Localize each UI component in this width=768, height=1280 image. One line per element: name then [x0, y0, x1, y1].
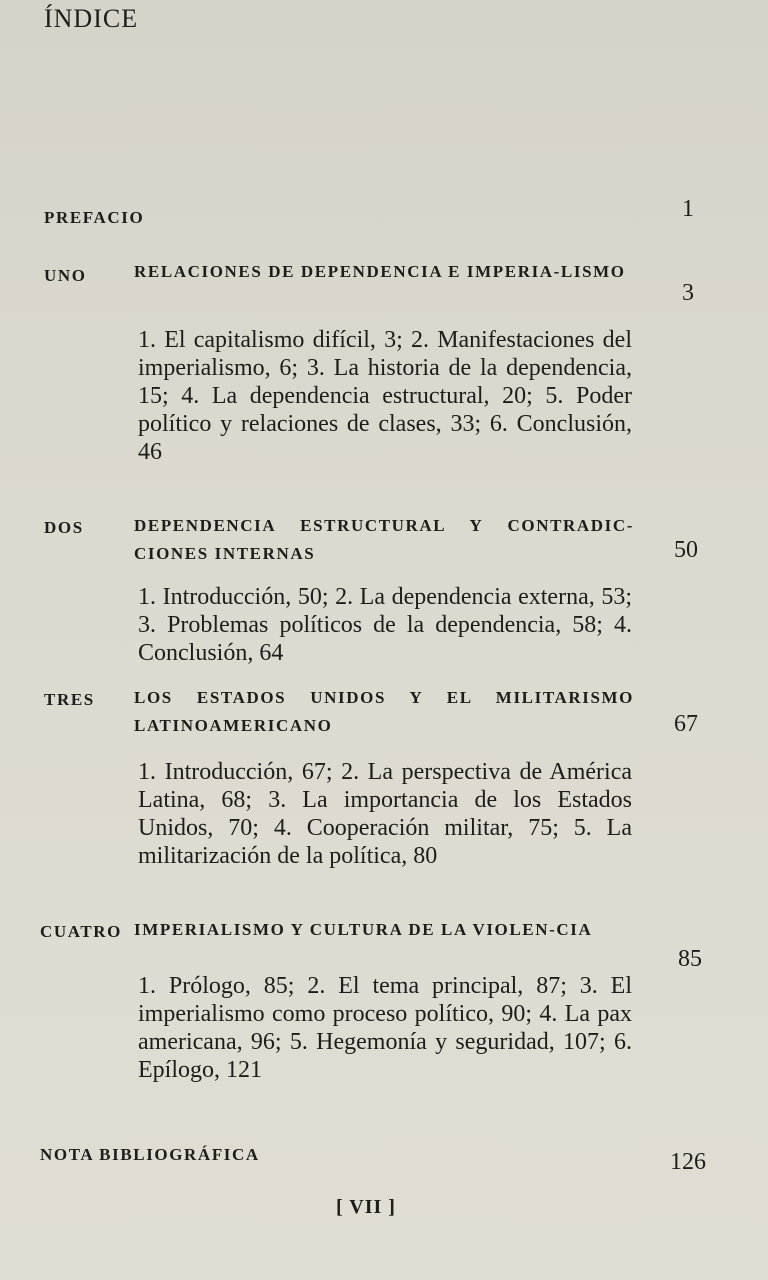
chapter-4-label: CUATRO [40, 922, 123, 941]
chapter-3-title: LOS ESTADOS UNIDOS Y EL MILITARISMO LATINOAMERICANO [134, 688, 634, 735]
chapter-1-title: RELACIONES DE DEPENDENCIA E IMPERIA-LISMO [134, 262, 626, 281]
prefacio-page-number: 1 [682, 196, 694, 222]
chapter-4-title: IMPERIALISMO Y CULTURA DE LA VIOLEN-CIA [134, 920, 593, 939]
chapter-1-page-number: 3 [682, 280, 694, 306]
prefacio-label: PREFACIO [44, 208, 145, 227]
chapter-2-page-number: 50 [674, 537, 698, 563]
chapter-4-page-number: 85 [678, 946, 702, 972]
chapter-3-contents: 1. Introducción, 67; 2. La perspectiva de América Latina, 68; 3. La importancia de los Estados Unidos, 70; 4. Cooperación militar, 75; 5. La militarización de la política, 80 [138, 759, 632, 869]
chapter-3-page-number: 67 [674, 711, 698, 737]
page-title: ÍNDICE [44, 4, 139, 33]
nota-bibliografica-label: NOTA BIBLIOGRÁFICA [40, 1145, 260, 1164]
chapter-2-contents: 1. Introducción, 50; 2. La dependencia externa, 53; 3. Problemas políticos de la dependencia, 58; 4. Conclusión, 64 [138, 584, 632, 666]
chapter-4-contents: 1. Prólogo, 85; 2. El tema principal, 87; 3. El imperialismo como proceso político, 90; 4. La pax americana, 96; 5. Hegemonía y seguridad, 107; 6. Epílogo, 121 [138, 973, 632, 1083]
chapter-1-label: UNO [44, 266, 87, 285]
chapter-1-contents: 1. El capitalismo difícil, 3; 2. Manifestaciones del imperialismo, 6; 3. La historia de la dependencia, 15; 4. La dependencia estructural, 20; 5. Poder político y relaciones de clases, 33; 6. Conclusión, 46 [138, 327, 632, 465]
chapter-3-label: TRES [44, 690, 95, 709]
chapter-2-title: DEPENDENCIA ESTRUCTURAL Y CONTRADIC-CIONES INTERNAS [134, 516, 634, 563]
folio-page-number: [ VII ] [336, 1196, 396, 1218]
chapter-2-label: DOS [44, 518, 84, 537]
nota-bibliografica-page-number: 126 [670, 1149, 706, 1175]
